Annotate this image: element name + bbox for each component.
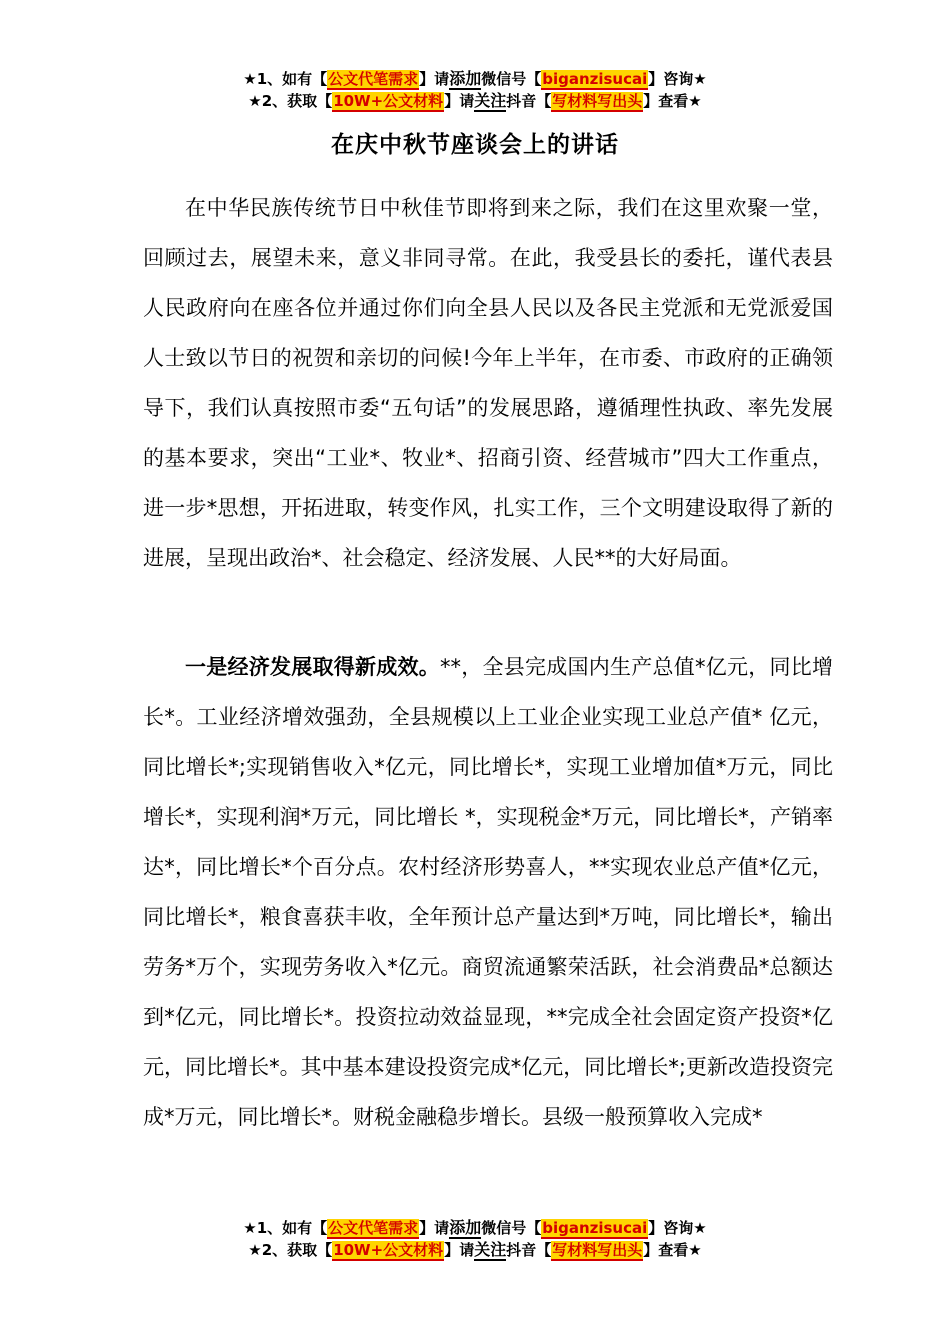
promo-line-1	[0, 1217, 950, 1239]
promo-underlined: 关注	[474, 1240, 507, 1259]
promo-highlight: biganzisucai	[542, 70, 648, 88]
promo-text: 】咨询★	[648, 1219, 707, 1237]
body-paragraph-1	[143, 183, 833, 583]
promo-text: 】请	[419, 1219, 450, 1237]
promo-text: 微信号【	[481, 70, 542, 88]
promo-highlight: 公文代笔需求	[328, 1219, 419, 1237]
document-title: 在庆中秋节座谈会上的讲话	[331, 132, 619, 158]
promo-text: ★2、获取【	[248, 92, 333, 110]
promo-text: 】咨询★	[648, 70, 707, 88]
promo-banner-bottom	[0, 1217, 950, 1261]
promo-text: 抖音【	[506, 1241, 552, 1259]
promo-banner-top	[0, 68, 950, 112]
promo-highlight: 写材料写出头	[552, 1241, 643, 1259]
promo-highlight: 10W+公文材料	[333, 1241, 444, 1259]
promo-text: 抖音【	[506, 92, 552, 110]
promo-text: 】查看★	[643, 92, 702, 110]
promo-highlight: biganzisucai	[542, 1219, 648, 1237]
promo-underlined: 关注	[474, 91, 507, 110]
promo-line-2	[0, 1239, 950, 1261]
promo-text: 】请	[444, 1241, 475, 1259]
paragraph-lead-heading: 一是经济发展取得新成效。	[185, 655, 440, 679]
promo-text: ★1、如有【	[243, 1219, 328, 1237]
body-paragraph-2	[143, 642, 833, 1142]
promo-text: 】查看★	[643, 1241, 702, 1259]
promo-line-1	[0, 68, 950, 90]
paragraph-text: 在中华民族传统节日中秋佳节即将到来之际，我们在这里欢聚一堂，回顾过去，展望未来，意义非同寻常。在此，我受县长的委托，谨代表县人民政府向在座各位并通过你们向全县人民以及各民主党派和无党派爱国人士致以节日的祝贺和亲切的问候!今年上半年，在市委、市政府的正确领导下，我们认真按照市委“五句话”的发展思路，遵循理性执政、率先发展的基本要求，突出“工业*、牧业*、招商引资、经营城市”四大工作重点，进一步*思想，开拓进取，转变作风，扎实工作，三个文明建设取得了新的进展，呈现出政治*、社会稳定、经济发展、人民**的大好局面。	[143, 196, 833, 570]
paragraph-body: **，全县完成国内生产总值*亿元，同比增长*。工业经济增效强劲，全县规模以上工业企业实现工业总产值* 亿元，同比增长*;实现销售收入*亿元，同比增长*，实现工业增加值*万元，同比增长*，实现利润*万元，同比增长 *，实现税金*万元，同比增长*，产销率达*，同比增长*个百分点。农村经济形势喜人，**实现农业总产值*亿元，同比增长*，粮食喜获丰收，全年预计总产量达到*万吨，同比增长*，输出劳务*万个，实现劳务收入*亿元。商贸流通繁荣活跃，社会消费品*总额达到*亿元，同比增长*。投资拉动效益显现，**完成全社会固定资产投资*亿元，同比增长*。其中基本建设投资完成*亿元，同比增长*;更新改造投资完成*万元，同比增长*。财税金融稳步增长。县级一般预算收入完成*	[143, 655, 833, 1129]
promo-text: ★1、如有【	[243, 70, 328, 88]
promo-text: 微信号【	[481, 1219, 542, 1237]
promo-highlight: 公文代笔需求	[328, 70, 419, 88]
promo-line-2	[0, 90, 950, 112]
promo-highlight: 10W+公文材料	[333, 92, 444, 110]
paragraph-text	[143, 642, 833, 1142]
promo-text: ★2、获取【	[248, 1241, 333, 1259]
promo-underlined: 添加	[449, 69, 482, 88]
promo-highlight: 写材料写出头	[552, 92, 643, 110]
promo-text: 】请	[419, 70, 450, 88]
promo-text: 】请	[444, 92, 475, 110]
promo-underlined: 添加	[449, 1218, 482, 1237]
